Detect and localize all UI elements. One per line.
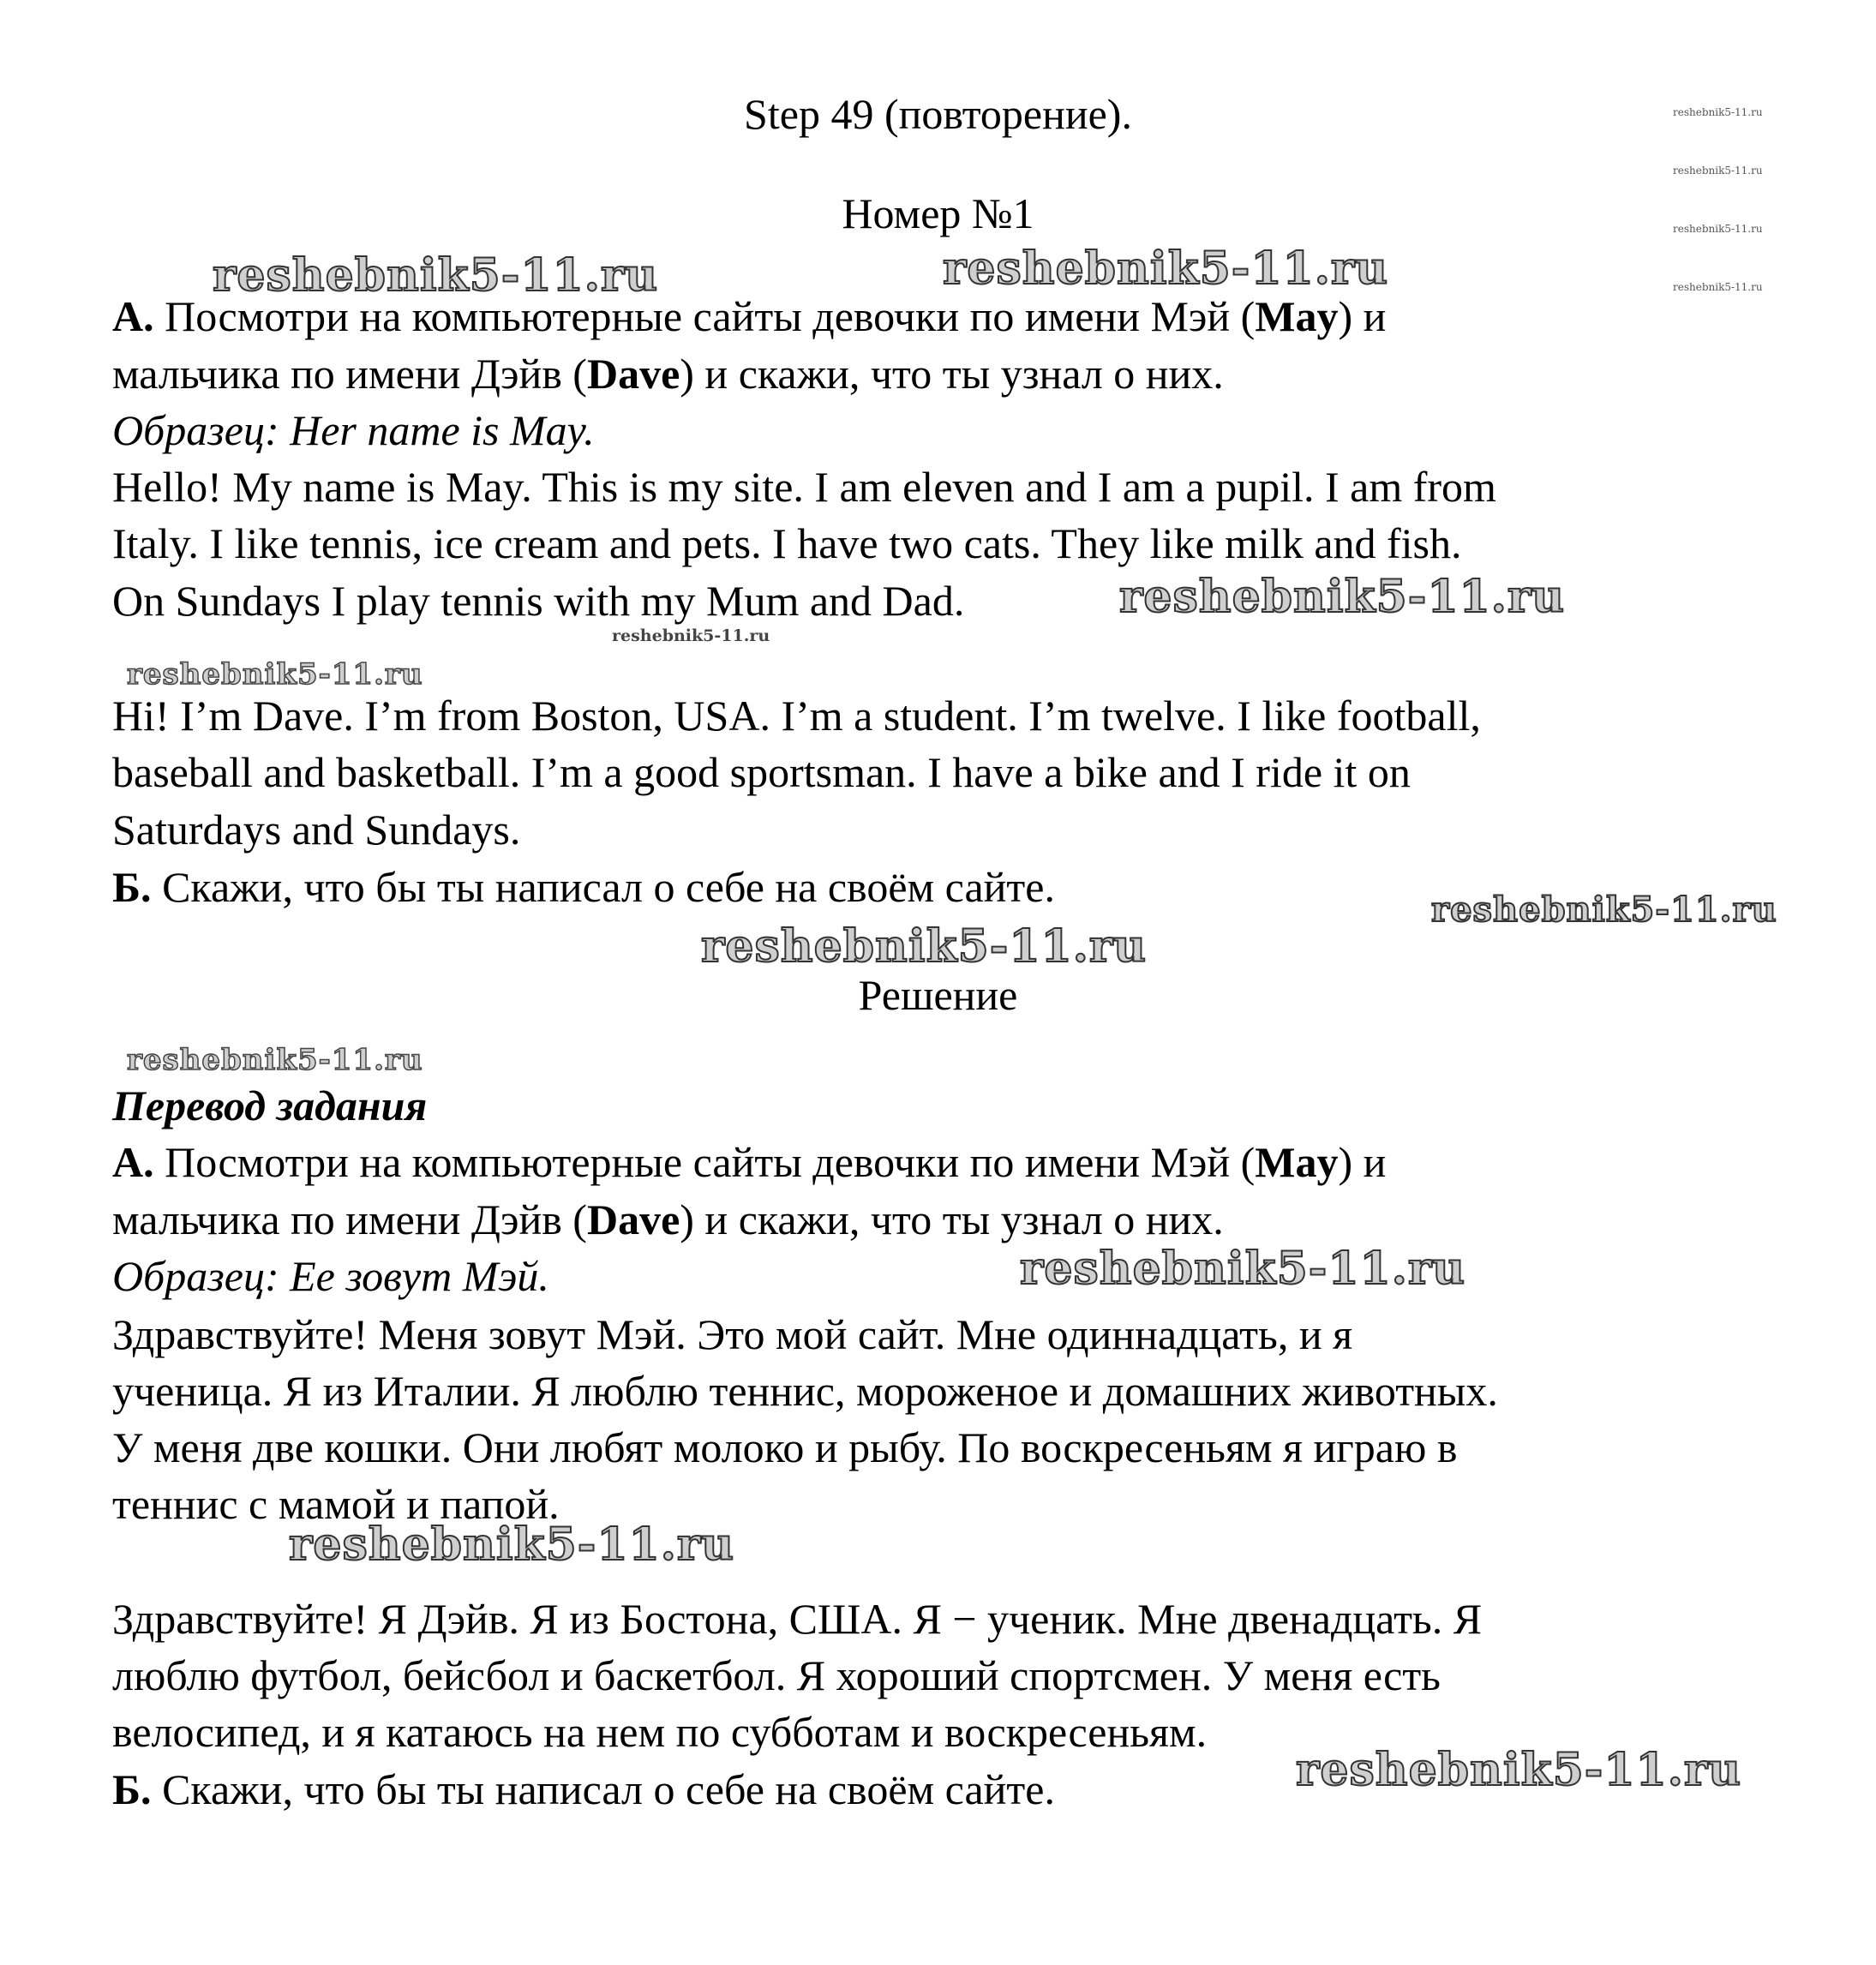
may-text-line: Italy. I like tennis, ice cream and pets. I have two cats. They like milk and fish. (112, 519, 1462, 567)
watermark: reshebnik5-11.ru (1673, 281, 1763, 293)
watermark: reshebnik5-11.ru (1020, 1243, 1466, 1295)
solution-heading: Решение (858, 971, 1018, 1019)
translation-dave-line: люблю футбол, бейсбол и баскетбол. Я хороший спортсмен. У меня есть (112, 1651, 1441, 1699)
watermark: reshebnik5-11.ru (1431, 890, 1777, 930)
translation-a-line-2: мальчика по имени Дэйв (Dave) и скажи, что ты узнал о них. (112, 1195, 1224, 1243)
may-text-line: On Sundays I play tennis with my Mum and Dad. (112, 577, 965, 625)
task-a-line-1: А. Посмотри на компьютерные сайты девочки по имени Мэй (May) и (112, 292, 1387, 340)
translation-dave-line: велосипед, и я катаюсь на нем по субботам и воскресеньям. (112, 1708, 1208, 1756)
watermark: reshebnik5-11.ru (701, 920, 1148, 973)
watermark: reshebnik5-11.ru (1119, 571, 1566, 623)
translation-a-line-1: А. Посмотри на компьютерные сайты девочки по имени Мэй (May) и (112, 1138, 1387, 1186)
watermark: reshebnik5-11.ru (1296, 1744, 1742, 1796)
dave-text-line: baseball and basketball. I’m a good sportsman. I have a bike and I ride it on (112, 748, 1411, 796)
translation-may-line: У меня две кошки. Они любят молоко и рыбу. По воскресеньям я играю в (112, 1423, 1458, 1471)
watermark: reshebnik5-11.ru (1673, 223, 1763, 235)
translation-may-line: Здравствуйте! Меня зовут Мэй. Это мой сайт. Мне одиннадцать, и я (112, 1310, 1353, 1358)
translation-heading: Перевод задания (112, 1081, 428, 1129)
dave-text-line: Hi! I’m Dave. I’m from Boston, USA. I’m a student. I’m twelve. I like football, (112, 692, 1481, 740)
translation-b-label: Б. (112, 1765, 152, 1813)
watermark: reshebnik5-11.ru (127, 1043, 423, 1077)
translation-may-line: ученица. Я из Италии. Я люблю теннис, мороженое и домашних животных. (112, 1367, 1498, 1415)
task-b-label: Б. (112, 863, 152, 911)
translation-b-line: Б. Скажи, что бы ты написал о себе на своём сайте. (112, 1765, 1055, 1813)
watermark: reshebnik5-11.ru (943, 243, 1389, 295)
task-sample: Образец: Her name is May. (112, 406, 595, 454)
task-a-line-2: мальчика по имени Дэйв (Dave) и скажи, что ты узнал о них. (112, 350, 1224, 398)
watermark: reshebnik5-11.ru (1673, 106, 1763, 118)
translation-may-line: теннис с мамой и папой. (112, 1480, 560, 1528)
dave-text-line: Saturdays and Sundays. (112, 806, 521, 854)
may-text-line: Hello! My name is May. This is my site. I am eleven and I am a pupil. I am from (112, 463, 1496, 511)
page-title: Step 49 (повторение). (744, 90, 1132, 138)
task-number: Номер №1 (842, 189, 1034, 237)
watermark: reshebnik5-11.ru (289, 1519, 735, 1571)
task-b-line: Б. Скажи, что бы ты написал о себе на своём сайте. (112, 863, 1055, 911)
watermark: reshebnik5-11.ru (1673, 165, 1763, 177)
translation-dave-line: Здравствуйте! Я Дэйв. Я из Бостона, США. Я − ученик. Мне двенадцать. Я (112, 1595, 1483, 1643)
watermark: reshebnik5-11.ru (213, 249, 659, 302)
task-a-label: А. (112, 292, 154, 340)
watermark: reshebnik5-11.ru (612, 626, 770, 645)
translation-a-label: А. (112, 1138, 154, 1186)
translation-sample: Образец: Ее зовут Мэй. (112, 1252, 549, 1300)
watermark: reshebnik5-11.ru (127, 657, 423, 692)
